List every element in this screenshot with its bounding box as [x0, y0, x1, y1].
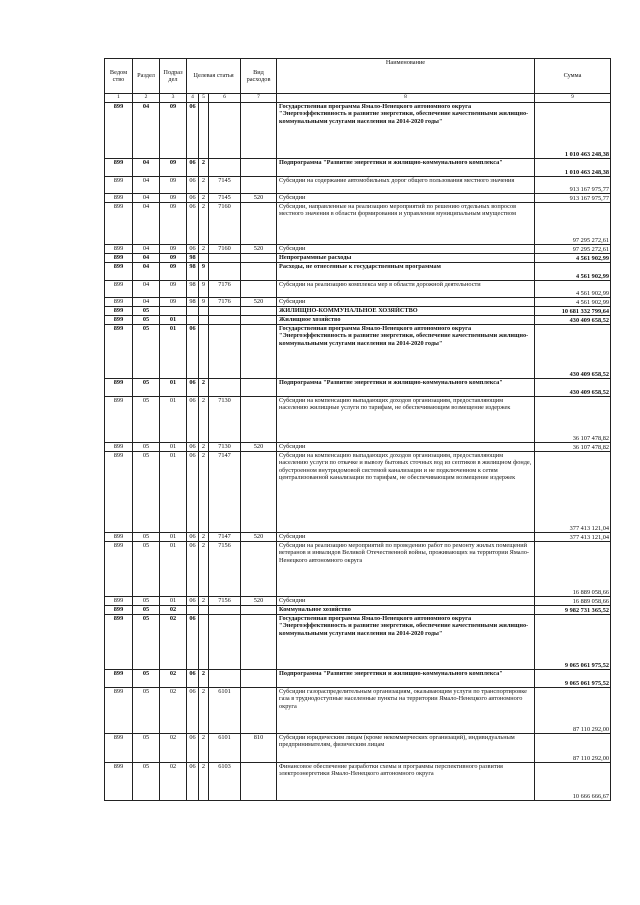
table-row — [105, 203, 611, 245]
table-row — [105, 734, 611, 763]
code-article — [209, 254, 241, 263]
code-razdel: 05 — [133, 670, 160, 688]
code-program: 06 — [187, 688, 199, 734]
code-subprogram: 2 — [199, 597, 209, 606]
code-ved: 899 — [105, 597, 133, 606]
code-program: 06 — [187, 103, 199, 159]
code-article: 6101 — [209, 688, 241, 734]
code-podrazdel: 01 — [160, 533, 187, 542]
code-program: 06 — [187, 443, 199, 452]
code-program: 06 — [187, 734, 199, 763]
code-article: 7160 — [209, 203, 241, 245]
code-article: 7130 — [209, 443, 241, 452]
code-vid — [241, 307, 277, 316]
code-subprogram: 2 — [199, 245, 209, 254]
code-program: 06 — [187, 325, 199, 379]
code-program: 06 — [187, 194, 199, 203]
code-program: 06 — [187, 533, 199, 542]
code-podrazdel: 02 — [160, 763, 187, 801]
code-article — [209, 159, 241, 177]
code-article: 6103 — [209, 763, 241, 801]
item-sum: 97 295 272,61 — [535, 203, 611, 245]
table-row — [105, 281, 611, 298]
code-subprogram — [199, 316, 209, 325]
table-row — [105, 307, 611, 316]
code-razdel: 04 — [133, 203, 160, 245]
item-sum: 4 561 902,99 — [535, 298, 611, 307]
code-article — [209, 615, 241, 670]
code-vid — [241, 316, 277, 325]
code-ved: 899 — [105, 670, 133, 688]
code-podrazdel: 02 — [160, 615, 187, 670]
code-article — [209, 307, 241, 316]
code-subprogram — [199, 606, 209, 615]
code-ved: 899 — [105, 159, 133, 177]
item-name: Субсидии газораспределительным организациям, оказывающим услуги по транспортировке газа в труднодоступные населенные пункты на территории Ямало-Ненецкого автономного округа — [277, 688, 535, 734]
code-ved: 899 — [105, 281, 133, 298]
code-razdel: 05 — [133, 606, 160, 615]
code-program: 98 — [187, 254, 199, 263]
header-razdel: Раздел — [133, 59, 160, 94]
header-ved: Ведом ство — [105, 59, 133, 94]
code-vid: 520 — [241, 597, 277, 606]
code-razdel: 05 — [133, 734, 160, 763]
code-razdel: 05 — [133, 325, 160, 379]
col-number: 9 — [535, 94, 611, 103]
col-number: 3 — [160, 94, 187, 103]
table-row — [105, 452, 611, 533]
code-ved: 899 — [105, 542, 133, 597]
col-number: 2 — [133, 94, 160, 103]
item-name: Субсидии на компенсацию выпадающих доходов организациям, предоставляющим населению жилищные услуги по тарифам, не обеспечивающим возмещение издержек — [277, 397, 535, 443]
item-name: Жилищное хозяйство — [277, 316, 535, 325]
header-name: Наименование — [277, 59, 535, 94]
code-ved: 899 — [105, 325, 133, 379]
item-sum: 16 889 058,66 — [535, 597, 611, 606]
code-article: 7145 — [209, 194, 241, 203]
table-row — [105, 533, 611, 542]
table-row — [105, 379, 611, 397]
code-article: 7145 — [209, 177, 241, 194]
code-ved: 899 — [105, 615, 133, 670]
code-subprogram: 9 — [199, 263, 209, 281]
code-ved: 899 — [105, 263, 133, 281]
code-program: 06 — [187, 379, 199, 397]
code-ved: 899 — [105, 443, 133, 452]
item-name: Субсидии — [277, 194, 535, 203]
item-sum: 87 110 292,00 — [535, 688, 611, 734]
item-sum: 97 295 272,61 — [535, 245, 611, 254]
code-podrazdel: 09 — [160, 245, 187, 254]
code-article — [209, 316, 241, 325]
item-sum: 377 413 121,04 — [535, 533, 611, 542]
code-vid — [241, 103, 277, 159]
code-ved: 899 — [105, 298, 133, 307]
code-ved: 899 — [105, 452, 133, 533]
item-name: Субсидии на реализацию комплекса мер в области дорожной деятельности — [277, 281, 535, 298]
item-name: Подпрограмма "Развитие энергетики и жилищно-коммунального комплекса" — [277, 670, 535, 688]
code-razdel: 05 — [133, 452, 160, 533]
item-name: Государственная программа Ямало-Ненецкого автономного округа "Энергоэффективность и развитие энергетики, обеспечение качественными жилищно-коммунальными услугами населения на 2014-2020 годы" — [277, 103, 535, 159]
code-ved: 899 — [105, 194, 133, 203]
code-article: 7130 — [209, 397, 241, 443]
code-article — [209, 325, 241, 379]
item-name: Государственная программа Ямало-Ненецкого автономного округа "Энергоэффективность и развитие энергетики, обеспечение качественными жилищно-коммунальными услугами населения на 2014-2020 годы" — [277, 325, 535, 379]
code-razdel: 04 — [133, 298, 160, 307]
col-number: 1 — [105, 94, 133, 103]
code-subprogram: 2 — [199, 688, 209, 734]
code-razdel: 04 — [133, 263, 160, 281]
code-ved: 899 — [105, 245, 133, 254]
code-vid — [241, 615, 277, 670]
col-number: 4 — [187, 94, 199, 103]
code-subprogram — [199, 254, 209, 263]
code-ved: 899 — [105, 203, 133, 245]
code-razdel: 04 — [133, 245, 160, 254]
item-sum: 430 409 658,52 — [535, 379, 611, 397]
table-row — [105, 397, 611, 443]
item-name: Субсидии — [277, 597, 535, 606]
header-vid: Вид расходов — [241, 59, 277, 94]
item-sum: 9 982 731 365,52 — [535, 606, 611, 615]
item-sum: 1 010 463 248,38 — [535, 159, 611, 177]
item-name: Субсидии — [277, 443, 535, 452]
code-razdel: 05 — [133, 597, 160, 606]
code-podrazdel: 09 — [160, 298, 187, 307]
item-name: Субсидии на реализацию мероприятий по проведению работ по ремонту жилых помещений ветеранов и инвалидов Великой Отечественной войны, проживающих на территории Ямало-Ненецкого автономного округа — [277, 542, 535, 597]
code-razdel: 05 — [133, 307, 160, 316]
code-article: 7156 — [209, 542, 241, 597]
code-razdel: 05 — [133, 316, 160, 325]
table-row — [105, 194, 611, 203]
item-sum: 377 413 121,04 — [535, 452, 611, 533]
item-sum: 10 666 666,67 — [535, 763, 611, 801]
code-article — [209, 379, 241, 397]
table-row — [105, 103, 611, 159]
code-subprogram: 9 — [199, 281, 209, 298]
item-sum: 87 110 292,00 — [535, 734, 611, 763]
code-subprogram: 2 — [199, 452, 209, 533]
header-sum: Сумма — [535, 59, 611, 94]
code-vid — [241, 379, 277, 397]
code-vid — [241, 177, 277, 194]
item-sum: 430 409 658,52 — [535, 325, 611, 379]
code-subprogram: 2 — [199, 533, 209, 542]
code-subprogram — [199, 615, 209, 670]
item-sum: 9 065 061 975,52 — [535, 670, 611, 688]
code-subprogram: 2 — [199, 194, 209, 203]
code-article: 6101 — [209, 734, 241, 763]
code-ved: 899 — [105, 379, 133, 397]
table-row — [105, 316, 611, 325]
code-ved: 899 — [105, 763, 133, 801]
code-razdel: 05 — [133, 533, 160, 542]
table-row — [105, 254, 611, 263]
code-podrazdel: 09 — [160, 159, 187, 177]
code-program: 06 — [187, 670, 199, 688]
code-razdel: 05 — [133, 688, 160, 734]
code-article: 7147 — [209, 452, 241, 533]
code-razdel: 04 — [133, 254, 160, 263]
code-vid — [241, 203, 277, 245]
code-razdel: 05 — [133, 379, 160, 397]
code-ved: 899 — [105, 533, 133, 542]
table-row — [105, 325, 611, 379]
table-row — [105, 443, 611, 452]
table-row — [105, 298, 611, 307]
code-subprogram — [199, 307, 209, 316]
code-vid — [241, 281, 277, 298]
code-program: 98 — [187, 263, 199, 281]
code-podrazdel: 09 — [160, 281, 187, 298]
code-article: 7147 — [209, 533, 241, 542]
code-razdel: 04 — [133, 177, 160, 194]
item-sum: 10 681 332 799,64 — [535, 307, 611, 316]
code-article: 7176 — [209, 281, 241, 298]
code-podrazdel: 01 — [160, 452, 187, 533]
item-name: Субсидии на содержание автомобильных дорог общего пользования местного значения — [277, 177, 535, 194]
table-row — [105, 159, 611, 177]
code-article — [209, 670, 241, 688]
code-article: 7176 — [209, 298, 241, 307]
item-name: Субсидии — [277, 298, 535, 307]
code-vid: 520 — [241, 443, 277, 452]
code-vid: 810 — [241, 734, 277, 763]
code-article: 7160 — [209, 245, 241, 254]
code-podrazdel: 01 — [160, 542, 187, 597]
item-name: Непрограммные расходы — [277, 254, 535, 263]
code-vid — [241, 325, 277, 379]
table-row — [105, 263, 611, 281]
code-subprogram: 2 — [199, 734, 209, 763]
code-razdel: 04 — [133, 103, 160, 159]
code-vid: 520 — [241, 194, 277, 203]
code-program: 98 — [187, 298, 199, 307]
item-name: Подпрограмма "Развитие энергетики и жилищно-коммунального комплекса" — [277, 379, 535, 397]
code-program — [187, 606, 199, 615]
code-ved: 899 — [105, 307, 133, 316]
code-podrazdel: 09 — [160, 263, 187, 281]
header-podrazdel: Подраз дел — [160, 59, 187, 94]
header-row — [105, 59, 611, 94]
code-podrazdel: 02 — [160, 606, 187, 615]
col-number: 7 — [241, 94, 277, 103]
code-subprogram — [199, 103, 209, 159]
header-celevaya: Целевая статья — [187, 59, 241, 94]
code-podrazdel: 01 — [160, 325, 187, 379]
code-podrazdel: 01 — [160, 397, 187, 443]
code-podrazdel: 01 — [160, 443, 187, 452]
code-article — [209, 263, 241, 281]
code-subprogram: 2 — [199, 203, 209, 245]
item-name: Расходы, не отнесенные к государственным программам — [277, 263, 535, 281]
table-row — [105, 542, 611, 597]
item-name: Субсидии юридическим лицам (кроме некоммерческих организаций), индивидуальным предпринимателям, физическим лицам — [277, 734, 535, 763]
code-program: 98 — [187, 281, 199, 298]
code-podrazdel — [160, 307, 187, 316]
code-program — [187, 307, 199, 316]
item-name: Субсидии, направленные на реализацию мероприятий по решению отдельных вопросов местного значения в области формирования и управления муниципальным имуществом — [277, 203, 535, 245]
code-vid: 520 — [241, 533, 277, 542]
table-row — [105, 763, 611, 801]
table-row — [105, 245, 611, 254]
code-article: 7156 — [209, 597, 241, 606]
item-sum: 36 107 478,82 — [535, 397, 611, 443]
code-subprogram: 2 — [199, 670, 209, 688]
code-vid — [241, 159, 277, 177]
item-sum: 4 561 902,99 — [535, 263, 611, 281]
code-podrazdel: 09 — [160, 254, 187, 263]
item-sum: 4 561 902,99 — [535, 254, 611, 263]
item-name: Подпрограмма "Развитие энергетики и жилищно-коммунального комплекса" — [277, 159, 535, 177]
item-sum: 16 889 058,66 — [535, 542, 611, 597]
code-razdel: 04 — [133, 194, 160, 203]
code-vid: 520 — [241, 298, 277, 307]
code-razdel: 05 — [133, 542, 160, 597]
code-ved: 899 — [105, 688, 133, 734]
code-article — [209, 103, 241, 159]
item-name: Субсидии — [277, 245, 535, 254]
item-sum: 430 409 658,52 — [535, 316, 611, 325]
table-row — [105, 688, 611, 734]
code-program: 06 — [187, 245, 199, 254]
code-vid — [241, 254, 277, 263]
item-sum: 4 561 902,99 — [535, 281, 611, 298]
code-program: 06 — [187, 177, 199, 194]
code-program: 06 — [187, 397, 199, 443]
item-name: Финансовое обеспечение разработки схемы и программы перспективного развития электроэнергетики Ямало-Ненецкого автономного округа — [277, 763, 535, 801]
code-subprogram: 2 — [199, 443, 209, 452]
code-ved: 899 — [105, 254, 133, 263]
code-subprogram: 2 — [199, 177, 209, 194]
budget-document — [104, 58, 610, 801]
code-podrazdel: 01 — [160, 379, 187, 397]
col-number: 8 — [277, 94, 535, 103]
table-row — [105, 615, 611, 670]
table-row — [105, 670, 611, 688]
code-program: 06 — [187, 597, 199, 606]
item-sum: 9 065 061 975,52 — [535, 615, 611, 670]
code-ved: 899 — [105, 606, 133, 615]
code-program: 06 — [187, 203, 199, 245]
code-podrazdel: 09 — [160, 177, 187, 194]
code-subprogram: 2 — [199, 159, 209, 177]
item-name: Субсидии — [277, 533, 535, 542]
code-ved: 899 — [105, 397, 133, 443]
code-razdel: 05 — [133, 615, 160, 670]
code-vid — [241, 542, 277, 597]
table-row — [105, 177, 611, 194]
table-row — [105, 606, 611, 615]
code-vid — [241, 763, 277, 801]
item-sum: 36 107 478,82 — [535, 443, 611, 452]
table-row — [105, 597, 611, 606]
budget-table — [104, 58, 611, 801]
code-program: 06 — [187, 542, 199, 597]
item-name: ЖИЛИЩНО-КОММУНАЛЬНОЕ ХОЗЯЙСТВО — [277, 307, 535, 316]
code-podrazdel: 02 — [160, 734, 187, 763]
code-program: 06 — [187, 763, 199, 801]
code-subprogram: 2 — [199, 379, 209, 397]
code-vid — [241, 606, 277, 615]
col-number: 5 — [199, 94, 209, 103]
col-number: 6 — [209, 94, 241, 103]
code-subprogram: 9 — [199, 298, 209, 307]
item-name: Субсидии на компенсацию выпадающих доходов организациям, предоставляющим населению услуги по откачке и вывозу бытовых сточных вод из септиков в жилищном фонде, обустроенном внутридомовой системой канализации и не подключенном к сетям централизованной канализации по тарифам, не обеспечивающим возмещение издержек — [277, 452, 535, 533]
code-vid — [241, 452, 277, 533]
item-name: Государственная программа Ямало-Ненецкого автономного округа "Энергоэффективность и развитие энергетики, обеспечение качественными жилищно-коммунальными услугами населения на 2014-2020 годы" — [277, 615, 535, 670]
code-vid — [241, 397, 277, 443]
code-podrazdel: 09 — [160, 194, 187, 203]
code-razdel: 04 — [133, 281, 160, 298]
code-vid — [241, 688, 277, 734]
code-ved: 899 — [105, 103, 133, 159]
code-podrazdel: 09 — [160, 103, 187, 159]
code-razdel: 05 — [133, 763, 160, 801]
code-razdel: 05 — [133, 443, 160, 452]
code-ved: 899 — [105, 316, 133, 325]
code-program — [187, 316, 199, 325]
code-podrazdel: 01 — [160, 316, 187, 325]
item-sum: 913 167 975,77 — [535, 177, 611, 194]
code-vid: 520 — [241, 245, 277, 254]
code-program: 06 — [187, 452, 199, 533]
item-name: Коммунальное хозяйство — [277, 606, 535, 615]
code-article — [209, 606, 241, 615]
item-sum: 913 167 975,77 — [535, 194, 611, 203]
code-podrazdel: 01 — [160, 597, 187, 606]
code-podrazdel: 02 — [160, 670, 187, 688]
code-program: 06 — [187, 615, 199, 670]
code-vid — [241, 670, 277, 688]
code-podrazdel: 09 — [160, 203, 187, 245]
code-ved: 899 — [105, 734, 133, 763]
code-ved: 899 — [105, 177, 133, 194]
code-program: 06 — [187, 159, 199, 177]
code-razdel: 04 — [133, 159, 160, 177]
code-subprogram: 2 — [199, 397, 209, 443]
item-sum: 1 010 463 248,38 — [535, 103, 611, 159]
code-podrazdel: 02 — [160, 688, 187, 734]
code-subprogram — [199, 325, 209, 379]
code-subprogram: 2 — [199, 542, 209, 597]
code-razdel: 05 — [133, 397, 160, 443]
code-subprogram: 2 — [199, 763, 209, 801]
column-number-row — [105, 94, 611, 103]
code-vid — [241, 263, 277, 281]
